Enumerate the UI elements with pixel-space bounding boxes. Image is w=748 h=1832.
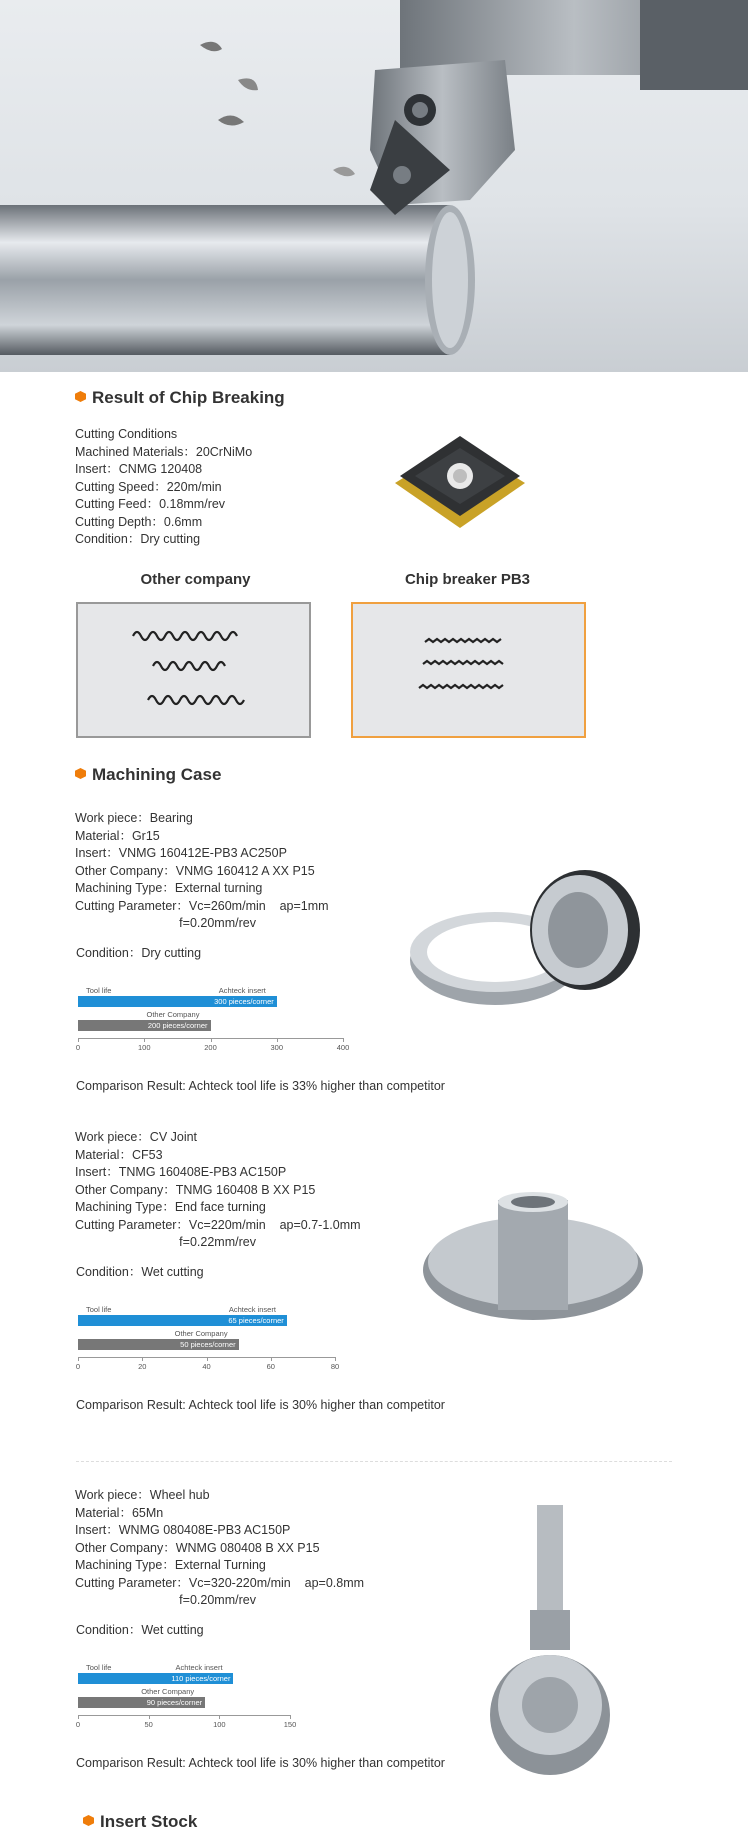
case-spec-line: Insert：WNMG 080408E-PB3 AC150P xyxy=(75,1523,291,1537)
chart-tick xyxy=(144,1038,145,1042)
chart-tick xyxy=(78,1357,79,1361)
cv-joint-image xyxy=(420,1190,650,1335)
section-title-machining-case: Machining Case xyxy=(75,765,221,785)
other-company-bar: 50 pieces/corner xyxy=(78,1339,239,1350)
tool-life-label: Tool life xyxy=(86,1305,112,1314)
hexagon-bullet-icon xyxy=(83,1815,94,1826)
other-company-series-label: Other Company xyxy=(174,1329,228,1338)
case-spec-line: Insert：TNMG 160408E-PB3 AC150P xyxy=(75,1165,287,1179)
chart-x-axis xyxy=(78,1715,290,1716)
case-spec-line: Other Company：WNMG 080408 B XX P15 xyxy=(75,1540,320,1555)
chart-tick-label: 80 xyxy=(330,1362,340,1371)
other-company-series-label: Other Company xyxy=(141,1687,195,1696)
chart-tick xyxy=(142,1357,143,1361)
achteck-series-label: Achteck insert xyxy=(175,1663,223,1672)
cutting-condition-line: Cutting Depth：0.6mm xyxy=(75,514,203,529)
other-company-series-label: Other Company xyxy=(146,1010,200,1019)
achteck-series-label: Achteck insert xyxy=(228,1305,276,1314)
achteck-bar: 110 pieces/corner xyxy=(78,1673,233,1684)
chart-tick xyxy=(149,1715,150,1719)
chart-tick-label: 0 xyxy=(75,1720,81,1729)
case-condition: Condition：Wet cutting xyxy=(76,1265,204,1279)
insert-image xyxy=(385,428,535,548)
case-spec-line: Machining Type：External turning xyxy=(75,881,263,895)
wheel-hub-image xyxy=(485,1500,615,1780)
case-spec-line: f=0.20mm/rev xyxy=(75,1593,256,1607)
hero-image xyxy=(0,0,748,372)
case-spec-line: Work piece：Bearing xyxy=(75,811,193,825)
chart-tick xyxy=(211,1038,212,1042)
chart-tick-label: 100 xyxy=(137,1043,151,1052)
case-condition: Condition：Wet cutting xyxy=(76,1623,204,1637)
other-company-bar: 200 pieces/corner xyxy=(78,1020,211,1031)
chart-tick-label: 40 xyxy=(202,1362,211,1371)
other-company-chip-image xyxy=(76,602,311,738)
chart-tick-label: 60 xyxy=(266,1362,275,1371)
case-spec-line: f=0.20mm/rev xyxy=(75,916,256,930)
section-title-insert-stock: Insert Stock xyxy=(83,1812,197,1832)
hexagon-bullet-icon xyxy=(75,768,86,779)
chart-tick xyxy=(207,1357,208,1361)
cutting-condition-line: Machined Materials：20CrNiMo xyxy=(75,444,253,459)
achteck-bar: 65 pieces/corner xyxy=(78,1315,287,1326)
case-spec-line: Material：65Mn xyxy=(75,1505,164,1520)
cutting-condition-line: Condition：Dry cutting xyxy=(75,532,201,546)
achteck-bar: 300 pieces/corner xyxy=(78,996,277,1007)
cutting-condition-line: Cutting Conditions xyxy=(75,427,178,441)
chart-tick-label: 400 xyxy=(336,1043,350,1052)
chart-tick-label: 200 xyxy=(204,1043,217,1052)
chart-tick-label: 300 xyxy=(270,1043,283,1052)
pb3-chip-image xyxy=(351,602,586,738)
tool-life-chart xyxy=(75,986,350,1052)
chart-tick xyxy=(78,1715,79,1719)
tool-life-chart xyxy=(75,1305,340,1371)
case-spec-line: Insert：VNMG 160412E-PB3 AC250P xyxy=(75,846,287,860)
case-spec-line: Machining Type：End face turning xyxy=(75,1200,266,1214)
chart-tick-label: 50 xyxy=(144,1720,153,1729)
tool-life-label: Tool life xyxy=(86,986,112,995)
case-spec-line: f=0.22mm/rev xyxy=(75,1235,256,1249)
case-spec-line: Cutting Parameter：Vc=320-220m/min ap=0.8mm xyxy=(75,1575,365,1590)
chart-tick-label: 20 xyxy=(138,1362,147,1371)
case-spec-line: Work piece：Wheel hub xyxy=(75,1488,210,1502)
section-title-chip-breaking: Result of Chip Breaking xyxy=(75,388,285,408)
achteck-series-label: Achteck insert xyxy=(218,986,266,995)
cutting-condition-line: Cutting Speed：220m/min xyxy=(75,479,222,494)
case-spec-line: Cutting Parameter：Vc=220m/min ap=0.7-1.0mm xyxy=(75,1217,361,1232)
case-condition: Condition：Dry cutting xyxy=(76,946,202,960)
cutting-condition-line: Cutting Feed：0.18mm/rev xyxy=(75,497,226,511)
case-spec-line: Material：CF53 xyxy=(75,1147,163,1162)
chart-tick-label: 150 xyxy=(283,1720,297,1729)
case-spec-line: Work piece：CV Joint xyxy=(75,1130,198,1144)
tool-life-chart xyxy=(75,1663,297,1729)
case-spec-line: Cutting Parameter：Vc=260m/min ap=1mm xyxy=(75,898,329,913)
bearing-image xyxy=(400,860,670,1030)
chart-tick-label: 100 xyxy=(213,1720,226,1729)
other-company-heading: Other company xyxy=(140,571,251,588)
chart-tick xyxy=(343,1038,344,1042)
comparison-result: Comparison Result: Achteck tool life is 30% higher than competitor xyxy=(76,1398,445,1412)
other-company-bar: 90 pieces/corner xyxy=(78,1697,205,1708)
case-spec-line: Other Company：VNMG 160412 A XX P15 xyxy=(75,863,315,878)
chart-tick xyxy=(271,1357,272,1361)
chart-tick xyxy=(78,1038,79,1042)
case-divider xyxy=(76,1461,672,1462)
tool-life-label: Tool life xyxy=(86,1663,112,1672)
comparison-result: Comparison Result: Achteck tool life is 30% higher than competitor xyxy=(76,1756,445,1770)
case-spec-line: Material：Gr15 xyxy=(75,828,160,843)
comparison-result: Comparison Result: Achteck tool life is 33% higher than competitor xyxy=(76,1079,445,1093)
chart-tick-label: 0 xyxy=(75,1362,81,1371)
chart-tick xyxy=(335,1357,336,1361)
chart-tick-label: 0 xyxy=(75,1043,81,1052)
hexagon-bullet-icon xyxy=(75,391,86,402)
cutting-condition-line: Insert：CNMG 120408 xyxy=(75,462,203,476)
chart-tick xyxy=(219,1715,220,1719)
chart-tick xyxy=(277,1038,278,1042)
chart-tick xyxy=(290,1715,291,1719)
case-spec-line: Machining Type：External Turning xyxy=(75,1558,266,1572)
chip-breaker-heading: Chip breaker PB3 xyxy=(404,571,531,588)
case-spec-line: Other Company：TNMG 160408 B XX P15 xyxy=(75,1182,316,1197)
